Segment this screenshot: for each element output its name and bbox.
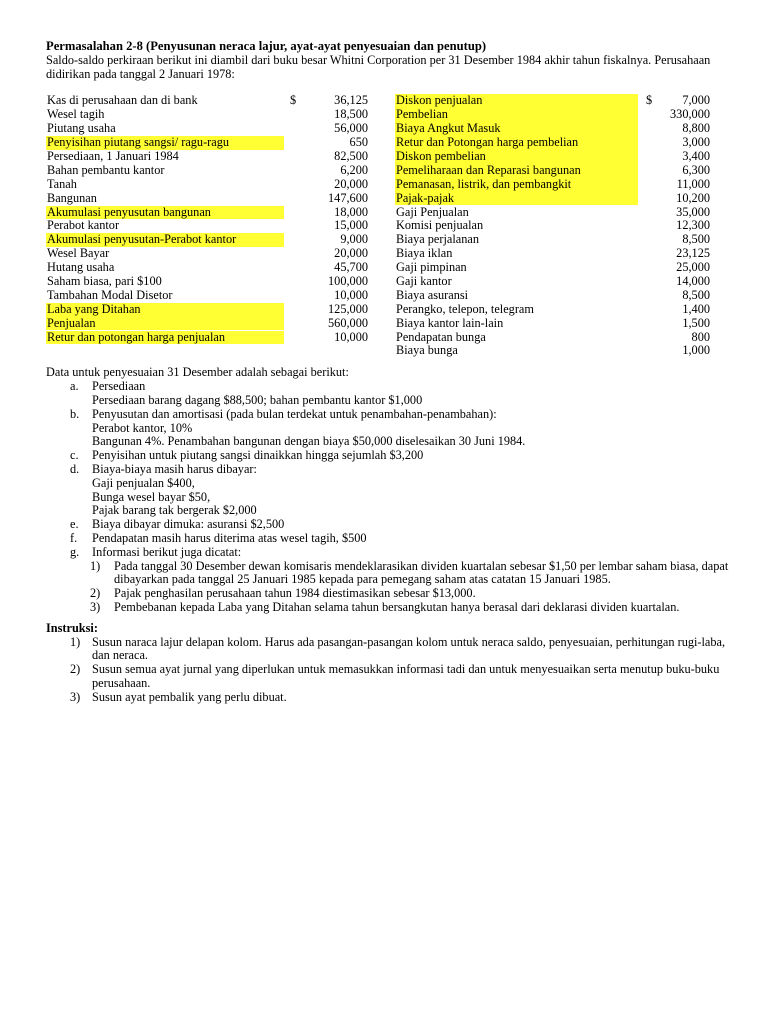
account-label: Saham biasa, pari $100 bbox=[47, 273, 162, 288]
account-label: Diskon pembelian bbox=[395, 150, 638, 164]
adjustments-list bbox=[46, 380, 736, 615]
account-amount: 45,700 bbox=[334, 260, 368, 275]
account-amount: 650 bbox=[349, 135, 368, 150]
account-row bbox=[46, 219, 368, 233]
list-marker: d. bbox=[70, 461, 80, 476]
adjustment-item bbox=[46, 380, 736, 408]
account-amount: 3,000 bbox=[682, 135, 710, 150]
account-row bbox=[395, 192, 710, 206]
instruction-text: Susun naraca lajur delapan kolom. Harus ada pasangan-pasangan kolom untuk neraca saldo, penyesuaian, perhitungan rugi-laba, dan neraca. bbox=[92, 634, 726, 663]
account-row bbox=[46, 303, 368, 317]
account-amount: 1,400 bbox=[682, 301, 710, 316]
account-amount: 10,000 bbox=[334, 329, 368, 344]
instruction-item bbox=[46, 636, 736, 664]
account-amount: 20,000 bbox=[334, 176, 368, 191]
account-label: Gaji Penjualan bbox=[396, 204, 469, 219]
adjustment-line: Gaji penjualan $400, bbox=[92, 475, 195, 490]
instruction-text: Susun ayat pembalik yang perlu dibuat. bbox=[92, 689, 287, 704]
account-label: Kas di perusahaan dan di bank bbox=[47, 93, 198, 108]
account-row bbox=[395, 150, 710, 164]
account-amount: 100,000 bbox=[328, 273, 368, 288]
list-marker: g. bbox=[70, 544, 80, 559]
account-label: Pembelian bbox=[395, 108, 638, 122]
account-amount: 12,300 bbox=[676, 218, 710, 233]
list-marker: 3) bbox=[70, 689, 81, 704]
account-label: Biaya iklan bbox=[396, 246, 453, 261]
document-page bbox=[46, 40, 736, 705]
adjustment-line: Bangunan 4%. Penambahan bangunan dengan biaya $50,000 diselesaikan 30 Juni 1984. bbox=[92, 434, 526, 449]
list-marker: c. bbox=[70, 448, 79, 463]
account-row bbox=[395, 317, 710, 331]
additional-info-text: Pajak penghasilan perusahaan tahun 1984 diestimasikan sebesar $13,000. bbox=[114, 586, 476, 601]
account-label: Biaya asuransi bbox=[396, 287, 469, 302]
account-label: Penyisihan piutang sangsi/ ragu-ragu bbox=[46, 136, 284, 150]
account-row bbox=[395, 136, 710, 150]
account-label: Bangunan bbox=[47, 190, 97, 205]
account-label: Perangko, telepon, telegram bbox=[396, 301, 534, 316]
adjustment-line: Persediaan bbox=[92, 379, 146, 394]
account-row bbox=[46, 247, 368, 261]
account-amount: 18,500 bbox=[334, 107, 368, 122]
adjustment-item bbox=[46, 518, 736, 532]
account-row bbox=[46, 275, 368, 289]
account-label: Komisi penjualan bbox=[396, 218, 484, 233]
list-marker: 3) bbox=[90, 599, 101, 614]
account-amount: 25,000 bbox=[676, 260, 710, 275]
account-row bbox=[395, 289, 710, 303]
account-amount: 147,600 bbox=[328, 190, 368, 205]
account-row bbox=[46, 136, 368, 150]
account-row bbox=[46, 233, 368, 247]
account-amount: 36,125 bbox=[334, 93, 368, 108]
account-row bbox=[395, 344, 710, 358]
account-row bbox=[395, 261, 710, 275]
account-label: Tanah bbox=[47, 176, 77, 191]
account-amount: 14,000 bbox=[676, 273, 710, 288]
additional-info-text: Pembebanan kepada Laba yang Ditahan selama tahun bersangkutan hanya berasal dari deklarasi dividen kuartalan. bbox=[114, 599, 680, 614]
account-amount: 330,000 bbox=[670, 107, 710, 122]
account-balances-table bbox=[46, 94, 736, 358]
account-row bbox=[46, 122, 368, 136]
account-row bbox=[395, 233, 710, 247]
account-row bbox=[395, 94, 710, 108]
account-label: Laba yang Ditahan bbox=[46, 303, 284, 317]
account-label: Wesel Bayar bbox=[47, 246, 110, 261]
account-row bbox=[46, 317, 368, 331]
adjustment-item bbox=[46, 408, 736, 449]
list-marker: 1) bbox=[70, 634, 81, 649]
instruction-item bbox=[46, 691, 736, 705]
account-amount: 8,500 bbox=[682, 287, 710, 302]
adjustment-line: Biaya dibayar dimuka: asuransi $2,500 bbox=[92, 517, 285, 532]
list-marker: f. bbox=[70, 530, 78, 545]
account-amount: 1,500 bbox=[682, 315, 710, 330]
account-amount: 82,500 bbox=[334, 148, 368, 163]
account-label: Biaya perjalanan bbox=[396, 232, 479, 247]
account-row bbox=[395, 331, 710, 345]
adjustments-title: Data untuk penyesuaian 31 Desember adalah sebagai berikut: bbox=[46, 365, 349, 380]
account-label: Pemanasan, listrik, dan pembangkit bbox=[395, 178, 638, 192]
account-row bbox=[395, 164, 710, 178]
account-amount: 8,500 bbox=[682, 232, 710, 247]
adjustment-line: Perabot kantor, 10% bbox=[92, 420, 193, 435]
additional-info-item bbox=[46, 560, 736, 588]
adjustment-line: Pajak barang tak bergerak $2,000 bbox=[92, 503, 257, 518]
account-amount: 3,400 bbox=[682, 148, 710, 163]
list-marker: 1) bbox=[90, 558, 101, 573]
account-label: Akumulasi penyusutan-Perabot kantor bbox=[46, 233, 284, 247]
list-marker: a. bbox=[70, 379, 79, 394]
account-label: Penjualan bbox=[46, 317, 284, 331]
account-row bbox=[395, 122, 710, 136]
instruction-text: Susun semua ayat jurnal yang diperlukan untuk memasukkan informasi tadi dan untuk menyesuaikan serta menutup buku-buku perusahaan. bbox=[92, 662, 720, 690]
account-amount: 560,000 bbox=[328, 315, 368, 330]
adjustment-line: Penyisihan untuk piutang sangsi dinaikkan hingga sejumlah $3,200 bbox=[92, 448, 424, 463]
account-label: Pendapatan bunga bbox=[396, 329, 486, 344]
account-label: Akumulasi penyusutan bangunan bbox=[46, 206, 284, 220]
account-label: Bahan pembantu kantor bbox=[47, 162, 165, 177]
problem-title: Permasalahan 2-8 (Penyusunan neraca lajur, ayat-ayat penyesuaian dan penutup) bbox=[46, 39, 487, 53]
list-marker: 2) bbox=[90, 586, 101, 601]
account-label: Gaji kantor bbox=[396, 273, 452, 288]
account-row bbox=[46, 164, 368, 178]
intro-paragraph: Saldo-saldo perkiraan berikut ini diambil dari buku besar Whitni Corporation per 31 Desember 1984 akhir tahun fiskalnya. Perusahaan didirikan pada tanggal 2 Januari 1978: bbox=[46, 52, 711, 81]
account-label: Tambahan Modal Disetor bbox=[47, 287, 173, 302]
account-label: Piutang usaha bbox=[47, 121, 116, 136]
account-amount: 800 bbox=[691, 329, 710, 344]
account-row bbox=[395, 178, 710, 192]
account-amount: 56,000 bbox=[334, 121, 368, 136]
adjustment-item bbox=[46, 532, 736, 546]
account-row bbox=[395, 108, 710, 122]
currency-symbol: $ bbox=[646, 93, 653, 108]
instructions-title: Instruksi: bbox=[46, 620, 98, 635]
account-label: Biaya bunga bbox=[396, 343, 458, 358]
adjustment-line: Informasi berikut juga dicatat: bbox=[92, 544, 242, 559]
account-amount: 6,300 bbox=[682, 162, 710, 177]
adjustment-line: Biaya-biaya masih harus dibayar: bbox=[92, 461, 257, 476]
account-amount: 125,000 bbox=[328, 301, 368, 316]
account-row bbox=[46, 206, 368, 220]
account-label: Pajak-pajak bbox=[395, 192, 638, 206]
adjustment-line: Pendapatan masih harus diterima atas wesel tagih, $500 bbox=[92, 530, 367, 545]
account-label: Biaya Angkut Masuk bbox=[395, 122, 638, 136]
account-row bbox=[46, 331, 368, 345]
account-amount: 18,000 bbox=[334, 204, 368, 219]
account-row bbox=[395, 303, 710, 317]
additional-info-list bbox=[46, 560, 736, 615]
accounts-right-column bbox=[395, 94, 710, 358]
adjustment-line: Penyusutan dan amortisasi (pada bulan terdekat untuk penambahan-penambahan): bbox=[92, 406, 497, 421]
account-amount: 20,000 bbox=[334, 246, 368, 261]
account-row bbox=[46, 108, 368, 122]
account-row bbox=[46, 261, 368, 275]
account-label: Retur dan potongan harga penjualan bbox=[46, 331, 284, 345]
additional-info-text: Pada tanggal 30 Desember dewan komisaris mendeklarasikan dividen kuartalan sebesar $1,50 per lembar saham biasa, dapat dibayarkan pada tanggal 25 Januari 1985 kepada para pemegang saham atas catatan 15 Januari 1985. bbox=[114, 558, 729, 587]
accounts-left-column bbox=[46, 94, 368, 344]
currency-symbol: $ bbox=[290, 93, 297, 108]
account-amount: 8,800 bbox=[682, 121, 710, 136]
account-row bbox=[46, 94, 368, 108]
account-row bbox=[395, 247, 710, 261]
account-row bbox=[46, 192, 368, 206]
adjustment-line: Persediaan barang dagang $88,500; bahan pembantu kantor $1,000 bbox=[92, 392, 423, 407]
account-label: Diskon penjualan bbox=[395, 94, 638, 108]
list-marker: 2) bbox=[70, 662, 81, 677]
instructions-list bbox=[46, 636, 736, 705]
account-amount: 7,000 bbox=[682, 93, 710, 108]
account-label: Retur dan Potongan harga pembelian bbox=[395, 136, 638, 150]
account-label: Perabot kantor bbox=[47, 218, 120, 233]
list-marker: b. bbox=[70, 406, 80, 421]
account-amount: 23,125 bbox=[676, 246, 710, 261]
adjustment-line: Bunga wesel bayar $50, bbox=[92, 489, 211, 504]
account-label: Gaji pimpinan bbox=[396, 260, 467, 275]
account-row bbox=[395, 275, 710, 289]
account-row bbox=[395, 219, 710, 233]
additional-info-item bbox=[46, 601, 736, 615]
account-amount: 9,000 bbox=[340, 232, 368, 247]
account-amount: 15,000 bbox=[334, 218, 368, 233]
adjustment-item bbox=[46, 463, 736, 518]
account-row bbox=[46, 178, 368, 192]
account-amount: 10,200 bbox=[676, 190, 710, 205]
account-label: Persediaan, 1 Januari 1984 bbox=[47, 148, 179, 163]
instruction-item bbox=[46, 663, 736, 691]
account-row bbox=[46, 150, 368, 164]
list-marker: e. bbox=[70, 517, 79, 532]
account-label: Wesel tagih bbox=[47, 107, 105, 122]
account-row bbox=[395, 206, 710, 220]
account-amount: 6,200 bbox=[340, 162, 368, 177]
account-amount: 11,000 bbox=[676, 176, 710, 191]
account-amount: 10,000 bbox=[334, 287, 368, 302]
account-label: Pemeliharaan dan Reparasi bangunan bbox=[395, 164, 638, 178]
account-label: Hutang usaha bbox=[47, 260, 115, 275]
adjustment-item bbox=[46, 546, 736, 615]
account-label: Biaya kantor lain-lain bbox=[396, 315, 504, 330]
account-row bbox=[46, 289, 368, 303]
adjustment-item bbox=[46, 449, 736, 463]
additional-info-item bbox=[46, 587, 736, 601]
account-amount: 1,000 bbox=[682, 343, 710, 358]
account-amount: 35,000 bbox=[676, 204, 710, 219]
